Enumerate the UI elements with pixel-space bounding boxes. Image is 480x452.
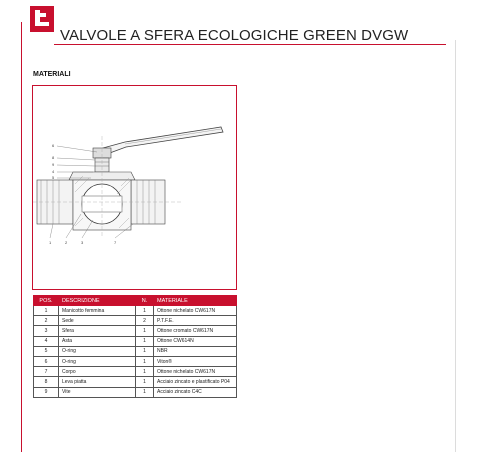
cell-material: Acciaio zincato e plastificato P04 (154, 377, 237, 387)
brand-logo-icon (30, 6, 54, 32)
callout-label: 7 (114, 240, 117, 245)
cell-description: O-ring (59, 356, 136, 366)
column-header-material: MATERIALE (154, 296, 237, 306)
callout-label: 1 (49, 240, 52, 245)
callout-label: 9 (52, 162, 55, 167)
page-title: VALVOLE A SFERA ECOLOGICHE GREEN DVGW (60, 27, 409, 44)
cell-material: Viton® (154, 356, 237, 366)
column-header-description: DESCRIZIONE (59, 296, 136, 306)
cell-quantity: 2 (136, 316, 154, 326)
callout-label: 8 (52, 155, 55, 160)
cell-pos: 5 (34, 346, 59, 356)
table-row (34, 306, 237, 316)
page-frame-right-rule (455, 40, 456, 452)
cell-description: Sfera (59, 326, 136, 336)
cell-description: Manicotto femmina (59, 306, 136, 316)
cell-quantity: 1 (136, 367, 154, 377)
table-row (34, 356, 237, 366)
cell-quantity: 1 (136, 326, 154, 336)
callout-label: 3 (81, 240, 84, 245)
table-row (34, 326, 237, 336)
table-row (34, 346, 237, 356)
cell-description: Vite (59, 387, 136, 397)
cell-material: Ottone nichelato CW617N (154, 306, 237, 316)
cell-quantity: 1 (136, 306, 154, 316)
cell-pos: 6 (34, 356, 59, 366)
cell-material: P.T.F.E. (154, 316, 237, 326)
cell-pos: 8 (34, 377, 59, 387)
callout-label: 6 (52, 143, 55, 148)
column-header-pos: POS. (34, 296, 59, 306)
table-row (34, 367, 237, 377)
cell-quantity: 1 (136, 356, 154, 366)
callout-label: 4 (52, 169, 55, 174)
cell-quantity: 1 (136, 336, 154, 346)
technical-drawing (32, 85, 237, 290)
cell-description: Leva piatta (59, 377, 136, 387)
cell-material: Ottone CW614N (154, 336, 237, 346)
section-heading: MATERIALI (33, 71, 71, 78)
materials-table (33, 295, 237, 398)
table-row (34, 316, 237, 326)
table-row (34, 336, 237, 346)
column-header-quantity: N. (136, 296, 154, 306)
callout-label: 5 (52, 175, 55, 180)
table-header-row (34, 296, 237, 306)
cell-description: Corpo (59, 367, 136, 377)
cell-description: Sede (59, 316, 136, 326)
cell-material: Ottone nichelato CW617N (154, 367, 237, 377)
cell-description: Asta (59, 336, 136, 346)
ball-valve-section-drawing (33, 86, 238, 291)
page-frame-left-rule (21, 22, 22, 452)
cell-material: Ottone cromato CW617N (154, 326, 237, 336)
cell-pos: 9 (34, 387, 59, 397)
table-row (34, 387, 237, 397)
table-row (34, 377, 237, 387)
title-underline (54, 44, 446, 45)
cell-pos: 4 (34, 336, 59, 346)
cell-pos: 7 (34, 367, 59, 377)
cell-pos: 1 (34, 306, 59, 316)
cell-description: O-ring (59, 346, 136, 356)
cell-material: NBR (154, 346, 237, 356)
callout-label: 2 (65, 240, 68, 245)
cell-quantity: 1 (136, 346, 154, 356)
cell-pos: 3 (34, 326, 59, 336)
cell-quantity: 1 (136, 377, 154, 387)
cell-material: Acciaio zincato C4C (154, 387, 237, 397)
cell-pos: 2 (34, 316, 59, 326)
cell-quantity: 1 (136, 387, 154, 397)
